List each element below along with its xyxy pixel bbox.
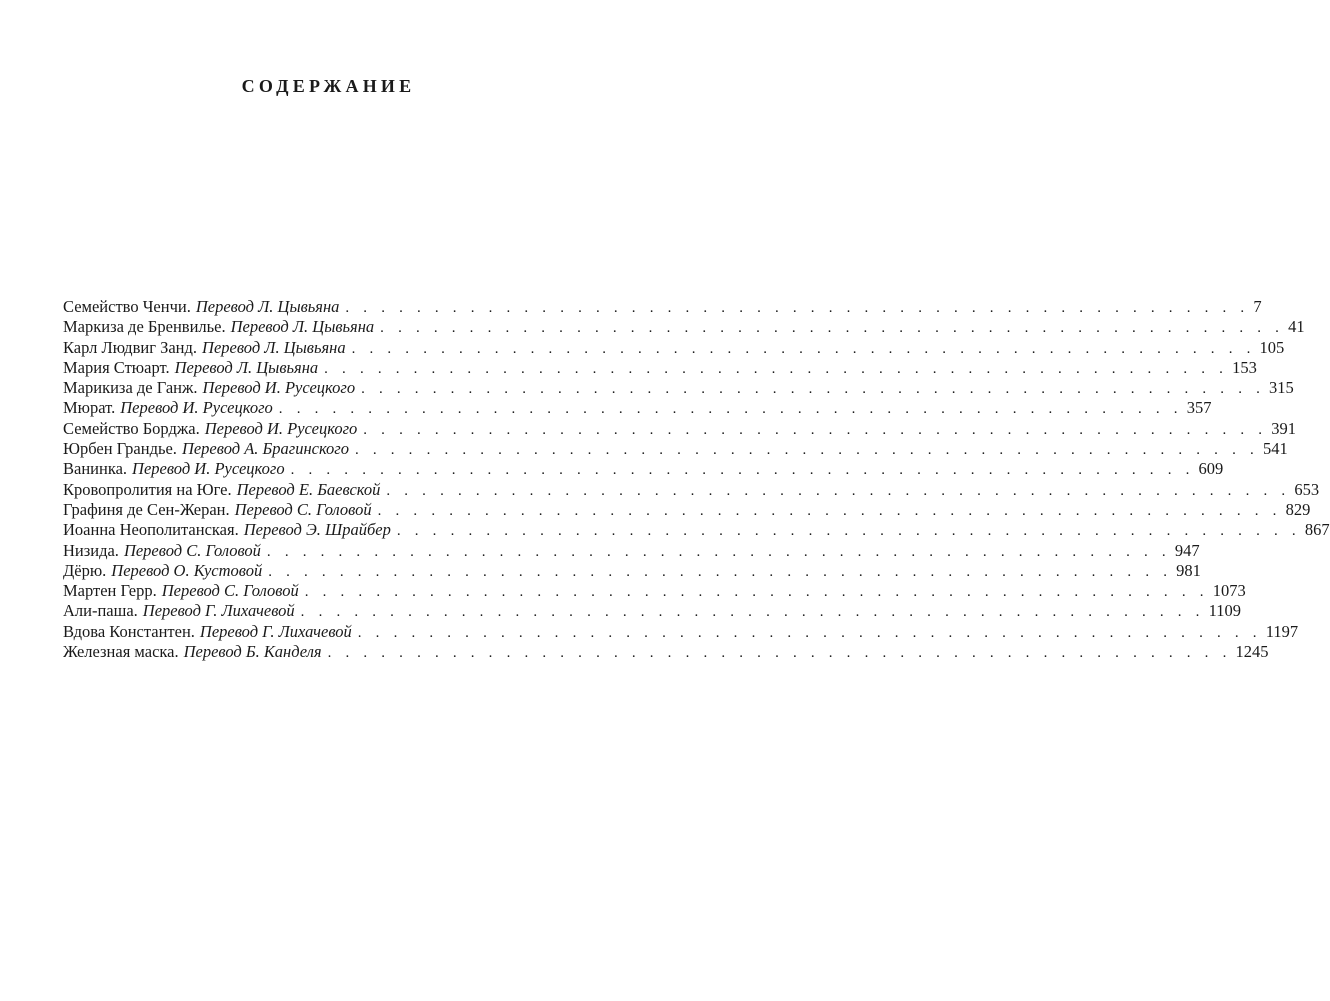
toc-work-title: Графиня де Сен-Жеран. [63, 499, 230, 519]
toc-dot-leader: . . . . . . . . . . . . . . . . . . . . . . . . . . . . . . . . . . . . . . . . . . . . . . . . . . . [268, 563, 1173, 580]
toc-dot-leader: . . . . . . . . . . . . . . . . . . . . . . . . . . . . . . . . . . . . . . . . . . . . . . . . . . . [361, 381, 1266, 398]
toc-entry [63, 439, 1288, 459]
toc-work-title: Маркиза де Бренвилье. [63, 317, 226, 337]
toc-translator: Перевод Л. Цывьяна [202, 337, 346, 357]
toc-work-title: Али-паша. [63, 601, 138, 621]
toc-work-title: Семейство Борджа. [63, 418, 200, 438]
toc-entry [63, 297, 1262, 317]
toc-entry [63, 499, 1311, 520]
toc-translator: Перевод А. Брагинского [181, 439, 349, 459]
toc-page-number: 357 [1186, 398, 1212, 418]
toc-page-number: 609 [1198, 459, 1224, 479]
toc-page-number: 947 [1174, 540, 1200, 560]
toc-dot-leader: . . . . . . . . . . . . . . . . . . . . . . . . . . . . . . . . . . . . . . . . . . . . . . . . . . . [363, 421, 1268, 438]
toc-page-number: 1073 [1212, 581, 1246, 601]
toc-entry [63, 621, 1299, 642]
toc-page-number: 541 [1262, 439, 1288, 459]
toc-translator: Перевод Г. Лихачевой [142, 601, 295, 621]
toc-dot-leader: . . . . . . . . . . . . . . . . . . . . . . . . . . . . . . . . . . . . . . . . . . . . . . . . . . . [357, 624, 1262, 641]
toc-work-title: Низида. [63, 540, 119, 560]
toc-work-title: Вдова Константен. [63, 621, 195, 641]
toc-translator: Перевод Э. Шрайбер [243, 520, 391, 540]
toc-entry [63, 398, 1212, 418]
toc-work-title: Иоанна Неополитанская. [63, 520, 239, 540]
toc-entry [63, 378, 1294, 398]
toc-page-number: 867 [1304, 520, 1330, 540]
toc-entry [63, 642, 1269, 662]
toc-entry [63, 357, 1257, 378]
toc-translator: Перевод С. Головой [161, 581, 299, 601]
toc-dot-leader: . . . . . . . . . . . . . . . . . . . . . . . . . . . . . . . . . . . . . . . . . . . . . . . . . . . [290, 462, 1195, 479]
toc-work-title: Мартен Герр. [63, 581, 157, 601]
toc-dot-leader: . . . . . . . . . . . . . . . . . . . . . . . . . . . . . . . . . . . . . . . . . . . . . . . . . . . [327, 645, 1232, 662]
toc-work-title: Марикиза де Ганж. [63, 378, 198, 398]
toc-page-number: 7 [1253, 297, 1262, 316]
toc-work-title: Мюрат. [63, 398, 116, 418]
toc-entry [63, 479, 1320, 500]
toc-translator: Перевод И. Русецкого [132, 459, 285, 479]
toc-translator: Перевод Г. Лихачевой [199, 621, 352, 641]
toc-dot-leader: . . . . . . . . . . . . . . . . . . . . . . . . . . . . . . . . . . . . . . . . . . . . . . . . . . . [345, 300, 1250, 316]
toc-dot-leader: . . . . . . . . . . . . . . . . . . . . . . . . . . . . . . . . . . . . . . . . . . . . . . . . . . . [377, 502, 1282, 519]
toc-page-number: 391 [1271, 418, 1296, 438]
toc-dot-leader: . . . . . . . . . . . . . . . . . . . . . . . . . . . . . . . . . . . . . . . . . . . . . . . . . . . [324, 360, 1229, 377]
toc-page-number: 41 [1288, 317, 1305, 337]
toc-page-number: 1109 [1208, 601, 1242, 621]
toc-translator: Перевод Л. Цывьяна [195, 297, 340, 316]
toc-translator: Перевод Е. Баевской [236, 479, 381, 499]
toc-entry [63, 317, 1305, 337]
toc-page-number: 315 [1269, 378, 1294, 398]
toc-translator: Перевод О. Кустовой [111, 560, 263, 580]
toc-translator: Перевод С. Головой [123, 540, 261, 560]
toc-work-title: Дёрю. [63, 560, 107, 580]
toc-translator: Перевод И. Русецкого [120, 398, 273, 418]
toc-translator: Перевод С. Головой [234, 499, 372, 519]
toc-page-number: 829 [1285, 499, 1311, 519]
table-of-contents [63, 297, 1330, 662]
toc-page-number: 981 [1176, 560, 1201, 580]
toc-dot-leader: . . . . . . . . . . . . . . . . . . . . . . . . . . . . . . . . . . . . . . . . . . . . . . . . . . . [351, 340, 1256, 357]
toc-translator: Перевод Л. Цывьяна [174, 357, 319, 377]
toc-work-title: Юрбен Грандье. [63, 439, 177, 459]
toc-entry [63, 540, 1200, 561]
toc-work-title: Кровопролития на Юге. [63, 479, 232, 499]
toc-translator: Перевод Б. Канделя [183, 642, 322, 662]
toc-entry [63, 601, 1242, 621]
toc-page-number: 1245 [1235, 642, 1269, 662]
toc-page-number: 653 [1294, 479, 1320, 499]
toc-work-title: Мария Стюарт. [63, 357, 170, 377]
toc-entry [63, 337, 1285, 358]
toc-entry [63, 520, 1330, 540]
toc-translator: Перевод И. Русецкого [202, 378, 356, 398]
toc-work-title: Железная маска. [63, 642, 179, 662]
toc-entry [63, 459, 1224, 479]
page-title: СОДЕРЖАНИЕ [241, 76, 416, 96]
toc-work-title: Ванинка. [63, 459, 128, 479]
toc-page-number: 153 [1232, 357, 1257, 377]
toc-translator: Перевод Л. Цывьяна [230, 317, 375, 337]
toc-entry [63, 581, 1246, 601]
toc-dot-leader: . . . . . . . . . . . . . . . . . . . . . . . . . . . . . . . . . . . . . . . . . . . . . . . . . . . [304, 584, 1209, 601]
toc-dot-leader: . . . . . . . . . . . . . . . . . . . . . . . . . . . . . . . . . . . . . . . . . . . . . . . . . . . [266, 543, 1171, 560]
toc-entry [63, 418, 1296, 439]
toc-work-title: Семейство Ченчи. [63, 297, 191, 316]
toc-translator: Перевод И. Русецкого [204, 418, 358, 438]
toc-dot-leader: . . . . . . . . . . . . . . . . . . . . . . . . . . . . . . . . . . . . . . . . . . . . . . . . . . . [354, 442, 1259, 459]
toc-page-number: 105 [1259, 337, 1285, 357]
toc-dot-leader: . . . . . . . . . . . . . . . . . . . . . . . . . . . . . . . . . . . . . . . . . . . . . . . . . . . [278, 401, 1183, 418]
toc-dot-leader: . . . . . . . . . . . . . . . . . . . . . . . . . . . . . . . . . . . . . . . . . . . . . . . . . . . [300, 604, 1205, 621]
toc-work-title: Карл Людвиг Занд. [63, 337, 198, 357]
toc-page-number: 1197 [1265, 621, 1299, 641]
toc-dot-leader: . . . . . . . . . . . . . . . . . . . . . . . . . . . . . . . . . . . . . . . . . . . . . . . . . . . [380, 320, 1285, 337]
toc-dot-leader: . . . . . . . . . . . . . . . . . . . . . . . . . . . . . . . . . . . . . . . . . . . . . . . . . . . [386, 482, 1291, 499]
toc-entry [63, 560, 1201, 581]
toc-dot-leader: . . . . . . . . . . . . . . . . . . . . . . . . . . . . . . . . . . . . . . . . . . . . . . . . . . . [396, 523, 1301, 540]
